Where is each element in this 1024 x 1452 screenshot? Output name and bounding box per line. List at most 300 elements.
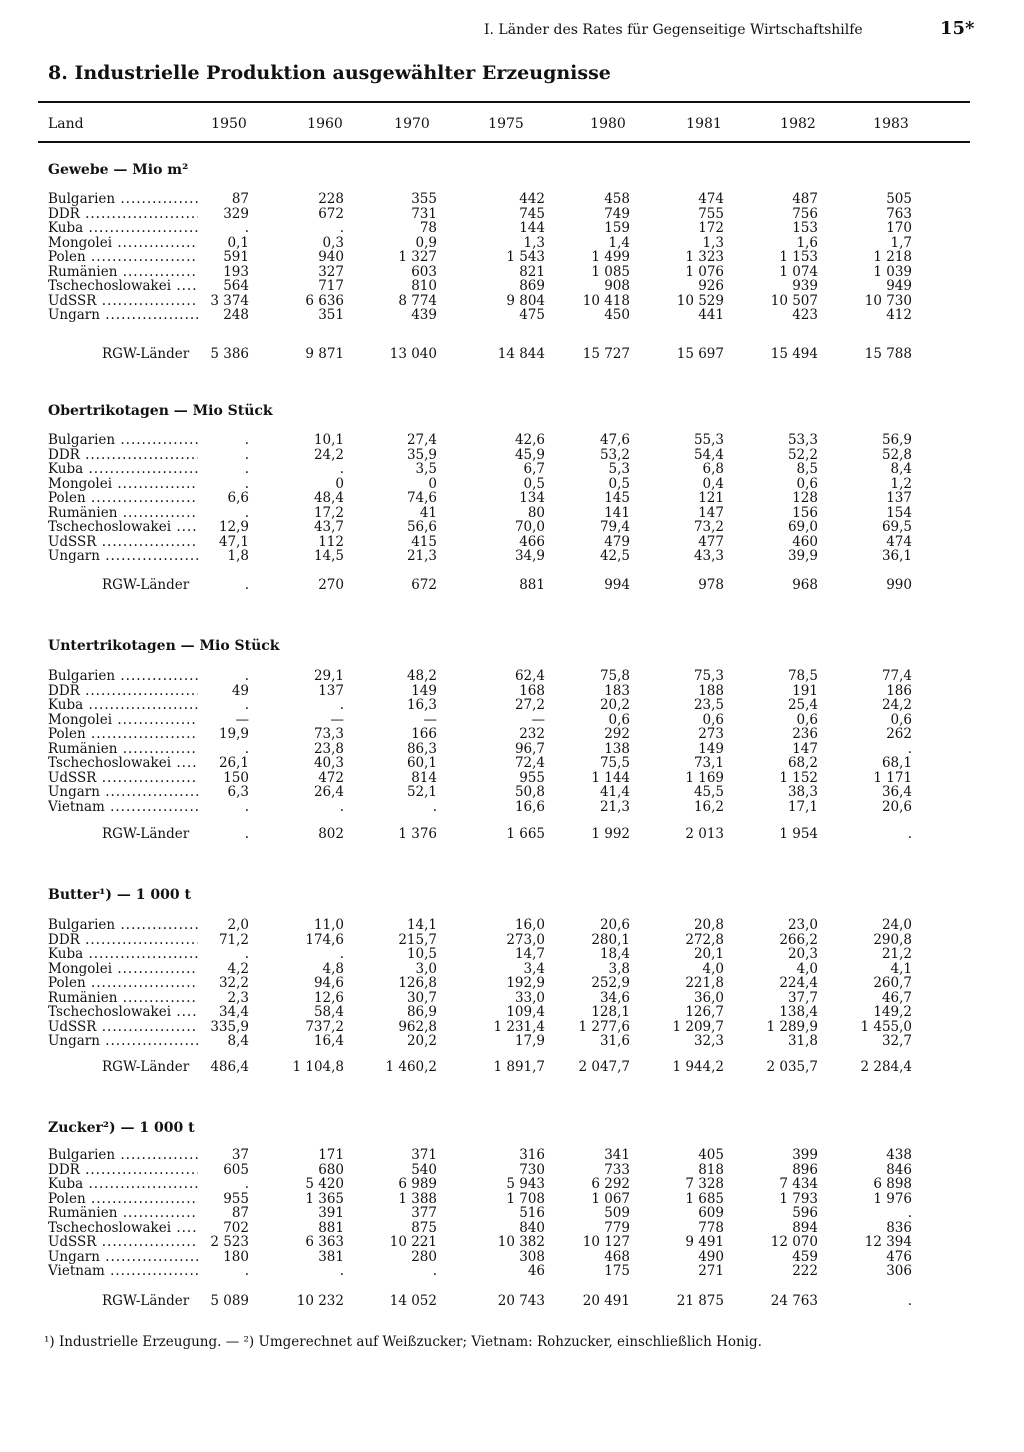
value-cell-1950: 12,9: [218, 519, 249, 535]
value-cell-1950: 2,3: [227, 989, 249, 1006]
total-cell-1950: .: [244, 826, 249, 842]
value-cell-1970: 1 388: [398, 1190, 437, 1207]
value-cell-1950: 329: [223, 205, 249, 222]
value-cell-1960: 10,1: [313, 432, 344, 448]
value-cell-1975: 5 943: [506, 1176, 545, 1192]
country-label: DDR .....: [48, 1163, 198, 1178]
value-cell-1950: .: [244, 1263, 249, 1279]
total-cell-1960: 9 871: [305, 346, 344, 362]
value-cell-1982: 156: [792, 504, 818, 521]
value-cell-1980: 145: [604, 490, 630, 506]
value-cell-1981: 1 685: [685, 1190, 724, 1207]
value-cell-1981: 16,2: [693, 798, 724, 815]
value-cell-1970: 27,4: [406, 432, 437, 448]
value-cell-1975: 442: [519, 191, 545, 207]
value-cell-1950: 3 374: [210, 292, 249, 309]
total-label: RGW-Länder: [102, 577, 190, 593]
value-cell-1970: 52,1: [406, 784, 437, 800]
value-cell-1950: .: [244, 668, 249, 684]
value-cell-1980: 6 292: [591, 1176, 630, 1192]
value-cell-1960: —: [330, 711, 344, 728]
value-cell-1980: 53,2: [599, 446, 630, 463]
footnote: ¹) Industrielle Erzeugung. — ²) Umgerechnet auf Weißzucker; Vietnam: Rohzucker, einschließlich Honig.: [44, 1334, 762, 1350]
value-cell-1970: 377: [411, 1205, 437, 1221]
header-bottom-rule: [38, 141, 970, 143]
value-cell-1981: 126,7: [685, 1004, 724, 1020]
value-cell-1960: 0,3: [322, 234, 344, 251]
value-cell-1981: 778: [698, 1219, 724, 1236]
value-cell-1950: —: [235, 711, 249, 728]
total-cell-1960: 1 104,8: [292, 1059, 344, 1075]
value-cell-1950: 180: [223, 1248, 249, 1265]
value-cell-1981: 75,3: [693, 668, 724, 684]
country-label: Polen .....: [48, 250, 198, 265]
value-cell-1980: 779: [604, 1219, 630, 1236]
value-cell-1983: 46,7: [881, 989, 912, 1006]
total-cell-1950: 5 386: [210, 346, 249, 362]
value-cell-1975: 0,5: [523, 475, 545, 492]
value-cell-1980: 0,6: [608, 711, 630, 728]
value-cell-1981: 20,8: [693, 917, 724, 933]
value-cell-1982: 1 289,9: [766, 1018, 818, 1035]
value-cell-1981: 926: [698, 278, 724, 294]
value-cell-1981: 32,3: [693, 1033, 724, 1049]
value-cell-1980: 1 499: [591, 249, 630, 265]
value-cell-1960: .: [339, 1263, 344, 1279]
country-label: Rumänien .....: [48, 1206, 198, 1221]
value-cell-1950: 34,4: [218, 1004, 249, 1020]
value-cell-1980: 175: [604, 1263, 630, 1279]
value-cell-1983: 36,1: [881, 548, 912, 564]
table-row: [48, 1148, 928, 1163]
table-row: [48, 947, 928, 962]
value-cell-1980: 183: [604, 682, 630, 699]
value-cell-1975: 42,6: [514, 432, 545, 448]
country-label: Bulgarien .....: [48, 918, 198, 933]
total-cell-1975: 881: [519, 577, 545, 593]
value-cell-1950: 564: [223, 278, 249, 294]
value-cell-1970: 280: [411, 1248, 437, 1265]
table-row: [48, 727, 928, 742]
value-cell-1980: 908: [604, 278, 630, 294]
value-cell-1970: 962,8: [398, 1018, 437, 1035]
value-cell-1983: .: [907, 740, 912, 757]
total-cell-1975: 1 891,7: [493, 1059, 545, 1075]
value-cell-1983: 170: [886, 220, 912, 236]
value-cell-1970: 6 989: [398, 1176, 437, 1192]
total-cell-1983: .: [907, 826, 912, 842]
value-cell-1981: 43,3: [693, 548, 724, 564]
section-title: Gewebe — Mio m²: [48, 162, 189, 178]
value-cell-1975: 45,9: [514, 446, 545, 463]
value-cell-1975: 96,7: [514, 740, 545, 757]
value-cell-1950: 6,6: [227, 490, 249, 506]
value-cell-1983: 52,8: [881, 446, 912, 463]
value-cell-1950: 71,2: [218, 931, 249, 948]
country-label: DDR .....: [48, 933, 198, 948]
total-cell-1982: 15 494: [770, 346, 818, 362]
value-cell-1975: 50,8: [514, 784, 545, 800]
value-cell-1980: 47,6: [599, 432, 630, 448]
total-cell-1960: 270: [318, 577, 344, 593]
value-cell-1980: 79,4: [599, 519, 630, 535]
value-cell-1960: 12,6: [313, 989, 344, 1006]
table-row: [48, 1034, 928, 1049]
value-cell-1983: 1 039: [873, 263, 912, 280]
value-cell-1982: 12 070: [770, 1234, 818, 1250]
table-row: [48, 549, 928, 564]
total-row: [48, 1293, 928, 1309]
table-row: [48, 491, 928, 506]
country-label: Rumänien .....: [48, 506, 198, 521]
value-cell-1980: 75,5: [599, 755, 630, 771]
total-label: RGW-Länder: [102, 826, 190, 842]
country-label: Bulgarien .....: [48, 192, 198, 207]
value-cell-1981: 221,8: [685, 975, 724, 991]
value-cell-1980: 3,8: [608, 960, 630, 977]
value-cell-1981: 0,6: [702, 711, 724, 728]
value-cell-1970: 30,7: [406, 989, 437, 1006]
section-title: Obertrikotagen — Mio Stück: [48, 403, 273, 419]
value-cell-1982: 756: [792, 205, 818, 222]
value-cell-1983: 0,6: [890, 711, 912, 728]
value-cell-1950: 87: [231, 1205, 249, 1221]
value-cell-1960: 881: [318, 1219, 344, 1236]
value-cell-1970: 41: [419, 504, 437, 521]
value-cell-1980: 733: [604, 1161, 630, 1178]
country-label: Rumänien .....: [48, 742, 198, 757]
value-cell-1982: 236: [792, 726, 818, 742]
value-cell-1980: 75,8: [599, 668, 630, 684]
value-cell-1981: 0,4: [702, 475, 724, 492]
value-cell-1950: 47,1: [218, 533, 249, 550]
value-cell-1983: .: [907, 1205, 912, 1221]
value-cell-1983: 32,7: [881, 1033, 912, 1049]
value-cell-1981: 20,1: [693, 946, 724, 962]
value-cell-1960: 327: [318, 263, 344, 280]
value-cell-1981: 1 076: [685, 263, 724, 280]
value-cell-1982: 1 152: [779, 769, 818, 786]
value-cell-1980: 749: [604, 205, 630, 222]
value-cell-1960: .: [339, 220, 344, 236]
value-cell-1980: 1 085: [591, 263, 630, 280]
value-cell-1950: .: [244, 461, 249, 477]
value-cell-1970: 1 327: [398, 249, 437, 265]
value-cell-1983: 56,9: [881, 432, 912, 448]
total-cell-1983: 15 788: [864, 346, 912, 362]
total-label: RGW-Länder: [102, 1059, 190, 1075]
value-cell-1982: 69,0: [787, 519, 818, 535]
country-label: Bulgarien .....: [48, 669, 198, 684]
section-title: Butter¹) — 1 000 t: [48, 887, 191, 903]
value-cell-1975: 62,4: [514, 668, 545, 684]
value-cell-1981: 188: [698, 682, 724, 699]
value-cell-1960: 174,6: [305, 931, 344, 948]
value-cell-1960: 171: [318, 1147, 344, 1163]
country-label: Rumänien .....: [48, 991, 198, 1006]
value-cell-1975: 27,2: [514, 697, 545, 713]
value-cell-1980: 1 144: [591, 769, 630, 786]
value-cell-1975: 273,0: [506, 931, 545, 948]
value-cell-1981: 36,0: [693, 989, 724, 1006]
value-cell-1980: 1 277,6: [578, 1018, 630, 1035]
country-label: Rumänien .....: [48, 265, 198, 280]
value-cell-1982: 37,7: [787, 989, 818, 1006]
value-cell-1981: 54,4: [693, 446, 724, 463]
value-cell-1983: 412: [886, 307, 912, 323]
table-top-rule: [38, 101, 970, 103]
value-cell-1982: 38,3: [787, 784, 818, 800]
value-cell-1982: 7 434: [779, 1176, 818, 1192]
value-cell-1975: 16,6: [514, 798, 545, 815]
value-cell-1975: 475: [519, 307, 545, 323]
value-cell-1950: 2,0: [227, 917, 249, 933]
section-title: Untertrikotagen — Mio Stück: [48, 638, 280, 654]
total-cell-1970: 13 040: [389, 346, 437, 362]
value-cell-1983: 68,1: [881, 755, 912, 771]
value-cell-1980: 280,1: [591, 931, 630, 948]
value-cell-1981: 755: [698, 205, 724, 222]
value-cell-1975: 3,4: [523, 960, 545, 977]
value-cell-1982: 68,2: [787, 755, 818, 771]
country-label: Tschechoslowakei .....: [48, 279, 198, 294]
country-label: Ungarn .....: [48, 1250, 198, 1265]
value-cell-1975: 232: [519, 726, 545, 742]
country-label: UdSSR .....: [48, 771, 198, 786]
total-row: [48, 1059, 928, 1075]
value-cell-1982: 423: [792, 307, 818, 323]
total-cell-1982: 24 763: [770, 1293, 818, 1309]
total-cell-1970: 672: [411, 577, 437, 593]
value-cell-1981: 474: [698, 191, 724, 207]
value-cell-1970: 14,1: [406, 917, 437, 933]
value-cell-1970: —: [423, 711, 437, 728]
value-cell-1950: .: [244, 1176, 249, 1192]
value-cell-1960: 381: [318, 1248, 344, 1265]
value-cell-1982: 266,2: [779, 931, 818, 948]
value-cell-1970: 86,3: [406, 740, 437, 757]
value-cell-1982: 20,3: [787, 946, 818, 962]
value-cell-1983: 36,4: [881, 784, 912, 800]
value-cell-1975: 109,4: [506, 1004, 545, 1020]
value-cell-1960: 351: [318, 307, 344, 323]
value-cell-1983: 1,7: [890, 234, 912, 251]
total-cell-1980: 20 491: [582, 1293, 630, 1309]
value-cell-1960: 680: [318, 1161, 344, 1178]
value-cell-1980: 18,4: [599, 946, 630, 962]
value-cell-1981: 10 529: [676, 292, 724, 309]
value-cell-1982: 23,0: [787, 917, 818, 933]
value-cell-1980: 252,9: [591, 975, 630, 991]
value-cell-1950: 605: [223, 1161, 249, 1178]
value-cell-1982: 896: [792, 1161, 818, 1178]
running-head: I. Länder des Rates für Gegenseitige Wirtschaftshilfe: [484, 22, 863, 38]
value-cell-1970: 810: [411, 278, 437, 294]
value-cell-1981: 23,5: [693, 697, 724, 713]
total-cell-1980: 15 727: [582, 346, 630, 362]
value-cell-1983: 24,2: [881, 697, 912, 713]
column-header-1970: 1970: [394, 116, 430, 132]
value-cell-1970: .: [432, 1263, 437, 1279]
value-cell-1950: 0,1: [227, 234, 249, 251]
country-label: UdSSR .....: [48, 294, 198, 309]
value-cell-1981: 441: [698, 307, 724, 323]
value-cell-1975: 14,7: [514, 946, 545, 962]
value-cell-1960: 14,5: [313, 548, 344, 564]
value-cell-1980: 41,4: [599, 784, 630, 800]
value-cell-1950: 335,9: [210, 1018, 249, 1035]
value-cell-1975: 516: [519, 1205, 545, 1221]
value-cell-1975: 1 708: [506, 1190, 545, 1207]
value-cell-1960: 5 420: [305, 1176, 344, 1192]
country-label: Vietnam .....: [48, 1264, 198, 1279]
value-cell-1982: 138,4: [779, 1004, 818, 1020]
value-cell-1980: 1,4: [608, 234, 630, 251]
country-label: DDR .....: [48, 448, 198, 463]
total-cell-1983: 2 284,4: [860, 1059, 912, 1075]
value-cell-1982: 894: [792, 1219, 818, 1236]
value-cell-1950: 955: [223, 1190, 249, 1207]
value-cell-1982: 459: [792, 1248, 818, 1265]
table-row: [48, 800, 928, 815]
total-cell-1980: 994: [604, 577, 630, 593]
table-row: [48, 221, 928, 236]
column-header-1960: 1960: [307, 116, 343, 132]
page-number: 15*: [940, 18, 975, 39]
value-cell-1970: 603: [411, 263, 437, 280]
table-row: [48, 462, 928, 477]
value-cell-1981: 149: [698, 740, 724, 757]
value-cell-1975: 34,9: [514, 548, 545, 564]
value-cell-1960: 94,6: [313, 975, 344, 991]
value-cell-1982: 17,1: [787, 798, 818, 815]
value-cell-1970: 149: [411, 682, 437, 699]
value-cell-1950: .: [244, 432, 249, 448]
total-label: RGW-Länder: [102, 1293, 190, 1309]
value-cell-1960: .: [339, 461, 344, 477]
total-cell-1970: 1 376: [398, 826, 437, 842]
table-row: [48, 308, 928, 323]
total-cell-1981: 15 697: [676, 346, 724, 362]
country-label: Tschechoslowakei .....: [48, 756, 198, 771]
value-cell-1983: 6 898: [873, 1176, 912, 1192]
country-label: Ungarn .....: [48, 549, 198, 564]
country-label: UdSSR .....: [48, 1235, 198, 1250]
value-cell-1970: 215,7: [398, 931, 437, 948]
value-cell-1950: 8,4: [227, 1033, 249, 1049]
column-header-land: Land: [48, 116, 84, 132]
value-cell-1975: 134: [519, 490, 545, 506]
column-header-1981: 1981: [686, 116, 722, 132]
table-row: [48, 250, 928, 265]
value-cell-1981: 1 169: [685, 769, 724, 786]
value-cell-1982: 191: [792, 682, 818, 699]
value-cell-1970: 814: [411, 769, 437, 786]
value-cell-1982: 39,9: [787, 548, 818, 564]
value-cell-1950: 6,3: [227, 784, 249, 800]
country-label: Ungarn .....: [48, 785, 198, 800]
country-label: Ungarn .....: [48, 1034, 198, 1049]
value-cell-1960: 672: [318, 205, 344, 222]
value-cell-1970: 731: [411, 205, 437, 222]
total-row: [48, 346, 928, 362]
value-cell-1983: 10 730: [864, 292, 912, 309]
table-row: [48, 756, 928, 771]
value-cell-1950: 32,2: [218, 975, 249, 991]
value-cell-1982: 0,6: [796, 711, 818, 728]
value-cell-1983: 12 394: [864, 1234, 912, 1250]
value-cell-1960: 4,8: [322, 960, 344, 977]
value-cell-1950: .: [244, 697, 249, 713]
value-cell-1980: 42,5: [599, 548, 630, 564]
value-cell-1980: 509: [604, 1205, 630, 1221]
value-cell-1970: 74,6: [406, 490, 437, 506]
value-cell-1975: 6,7: [523, 461, 545, 477]
value-cell-1970: 439: [411, 307, 437, 323]
value-cell-1975: —: [531, 711, 545, 728]
total-cell-1981: 978: [698, 577, 724, 593]
value-cell-1970: 371: [411, 1147, 437, 1163]
value-cell-1960: .: [339, 946, 344, 962]
value-cell-1980: 468: [604, 1248, 630, 1265]
value-cell-1975: 33,0: [514, 989, 545, 1006]
total-cell-1982: 968: [792, 577, 818, 593]
total-cell-1980: 2 047,7: [578, 1059, 630, 1075]
value-cell-1982: 53,3: [787, 432, 818, 448]
value-cell-1975: 17,9: [514, 1033, 545, 1049]
value-cell-1970: 56,6: [406, 519, 437, 535]
value-cell-1950: 37: [231, 1147, 249, 1163]
country-label: Kuba .....: [48, 1177, 198, 1192]
value-cell-1980: 10 127: [582, 1234, 630, 1250]
country-label: Bulgarien .....: [48, 433, 198, 448]
value-cell-1950: 49: [231, 682, 249, 699]
country-label: Mongolei .....: [48, 713, 198, 728]
total-row: [48, 577, 928, 593]
value-cell-1980: 128,1: [591, 1004, 630, 1020]
value-cell-1981: 272,8: [685, 931, 724, 948]
table-row: [48, 1206, 928, 1221]
value-cell-1981: 490: [698, 1248, 724, 1265]
value-cell-1960: 16,4: [313, 1033, 344, 1049]
value-cell-1950: .: [244, 504, 249, 521]
value-cell-1970: 20,2: [406, 1033, 437, 1049]
value-cell-1982: 487: [792, 191, 818, 207]
value-cell-1983: 1,2: [890, 475, 912, 492]
value-cell-1982: 25,4: [787, 697, 818, 713]
total-cell-1982: 1 954: [779, 826, 818, 842]
country-label: Kuba .....: [48, 698, 198, 713]
value-cell-1983: 438: [886, 1147, 912, 1163]
value-cell-1981: 9 491: [685, 1234, 724, 1250]
total-cell-1975: 1 665: [506, 826, 545, 842]
total-cell-1950: 486,4: [210, 1059, 249, 1075]
value-cell-1970: 355: [411, 191, 437, 207]
total-cell-1970: 14 052: [389, 1293, 437, 1309]
value-cell-1960: 112: [318, 533, 344, 550]
value-cell-1960: 472: [318, 769, 344, 786]
value-cell-1975: 955: [519, 769, 545, 786]
country-label: Vietnam .....: [48, 800, 198, 815]
value-cell-1983: 149,2: [873, 1004, 912, 1020]
country-label: Bulgarien .....: [48, 1148, 198, 1163]
value-cell-1970: 415: [411, 533, 437, 550]
value-cell-1981: 271: [698, 1263, 724, 1279]
value-cell-1980: 0,5: [608, 475, 630, 492]
value-cell-1983: 1 171: [873, 769, 912, 786]
value-cell-1983: 20,6: [881, 798, 912, 815]
value-cell-1970: 86,9: [406, 1004, 437, 1020]
